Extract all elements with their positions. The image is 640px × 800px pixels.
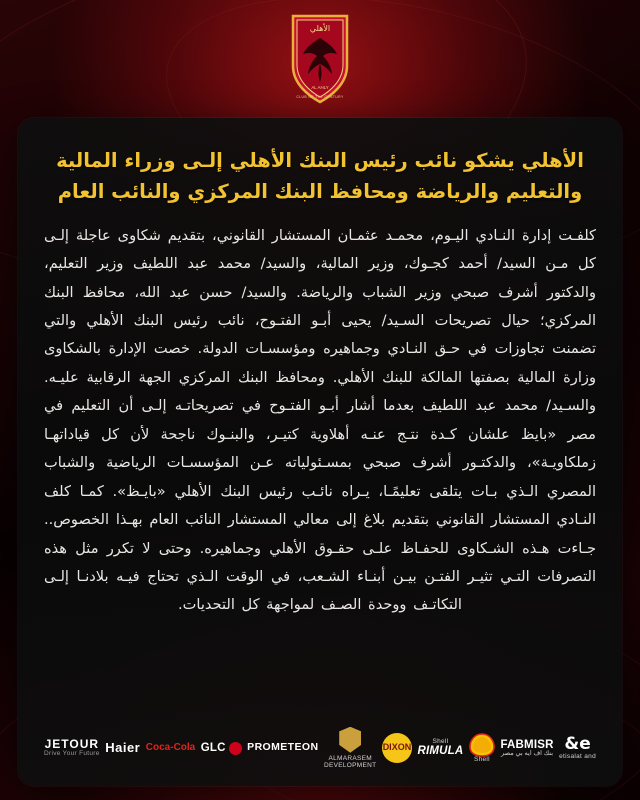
rimula-name: RIMULA bbox=[417, 745, 464, 758]
etisalat-name: etisalat and bbox=[559, 752, 596, 760]
prometeon-name: PROMETEON bbox=[247, 741, 319, 754]
sponsor-logo-glc bbox=[201, 742, 242, 755]
svg-text:CLUB OF THE CENTURY: CLUB OF THE CENTURY bbox=[296, 95, 344, 99]
al-ahly-crest-icon bbox=[287, 12, 353, 106]
statement-body bbox=[44, 222, 596, 786]
shell-pecten-icon bbox=[469, 733, 495, 757]
shell-name: Shell bbox=[473, 755, 490, 763]
statement-card bbox=[18, 118, 622, 786]
sponsor-logo-jetour bbox=[44, 738, 100, 757]
fabmisr-sub: بنك اف ايه بي مصر bbox=[501, 749, 554, 757]
almarasem-name: ALMARASEM bbox=[328, 754, 372, 762]
sponsor-logo-almarasem bbox=[324, 727, 376, 770]
glc-name: GLC bbox=[200, 741, 226, 754]
almarasem-shield-icon bbox=[339, 727, 361, 753]
sponsor-logo-dixon bbox=[382, 733, 412, 763]
almarasem-sub: DEVELOPMENT bbox=[323, 761, 377, 769]
rimula-top: Shell bbox=[432, 737, 449, 745]
etisalat-mark: e& bbox=[564, 733, 591, 754]
sponsor-logo-etisalat bbox=[559, 733, 596, 761]
glc-dot-icon bbox=[229, 742, 242, 755]
statement-paragraph: كلفـت إدارة النـادي اليـوم، محمـد عثمـان المستشار القانوني، بتقديم شكاوى عاجلة إلـى كل مـن السيد/ أحمد كجـوك، وزير المالية، والسيد/ محمد عبد اللطيف وزير التعليم، والدكتور أشرف صبحي وزير الشباب والرياضة. والسيد/ حسن عبد الله، محافظ البنك المركزي؛ حيال تصريحات السـيد/ يحيى أبـو الفتـوح، نائب رئيس البنك الأهلي والتي تضمنت تجاوزات في حـق النـادي وجماهيره ومؤسسـات الدولة. خصت الإدارة بالشكاوى وزارة المالية بصفتها المالكة للبنك الأهلي. ومحافظ البنك المركزي الجهة الرقابية عليـه. والسـيد/ محمد عبد اللطيف بعدما أشار أبـو الفتـوح في تصريحاتـه إلـى أن التعليم في مصر «بايظ علشان كـدة نتـج عنـه أهلاوية كتيـر، والبنـوك ناجحة لأن كل قياداتهـا زملكاويـة»، والدكتـور أشرف صبحي بمسـئولياته عـن المؤسسـات الرياضية والشباب المصري الـذي بـات يتلقى تعليمًـا، يـراه نائـب رئيس البنك الأهلي «بايـظ». كمـا كلف النـادي المستشار القانوني بتقديم بلاغ إلى معالي المستشار النائب العام بهـذا الخصوص.. جـاءت هـذه الشـكاوى للحفـاظ علـى حقـوق الأهلي وجماهيره. وحتى لا تكرر مثل هذه التصرفات التـي تثيـر الفتـن بيـن أبنـاء الشـعب، في الوقت الـذي تحتاج فيـه بلادنـا إلـى التكاتـف ووحدة الصـف لمواجهة كل التحديات. bbox=[44, 226, 596, 614]
sponsor-logo-haier bbox=[105, 741, 140, 755]
jetour-sub: Drive Your Future bbox=[44, 749, 100, 757]
haier-name: Haier bbox=[105, 740, 141, 756]
svg-text:AL AHLY: AL AHLY bbox=[311, 85, 329, 90]
page-title: الأهلي يشكو نائب رئيس البنك الأهلي إلـى وزراء المالية والتعليم والرياضة ومحافظ البنك المركزي والنائب العام bbox=[56, 149, 584, 203]
fabmisr-name: FABMISR bbox=[500, 738, 554, 751]
svg-text:الأهلي: الأهلي bbox=[309, 24, 331, 33]
sponsor-logo-rimula bbox=[417, 739, 463, 758]
sponsor-logo-shell bbox=[469, 733, 495, 764]
sponsor-logo-prometeon bbox=[247, 742, 318, 753]
sponsor-strip bbox=[44, 726, 596, 770]
dixon-name: DIXON bbox=[382, 733, 412, 763]
sponsor-logo-fabmisr bbox=[500, 739, 553, 758]
jetour-name: JETOUR bbox=[44, 737, 100, 752]
cocacola-name: Coca-Cola bbox=[145, 741, 196, 753]
sponsor-logo-cocacola bbox=[146, 743, 195, 754]
club-crest bbox=[0, 12, 640, 106]
